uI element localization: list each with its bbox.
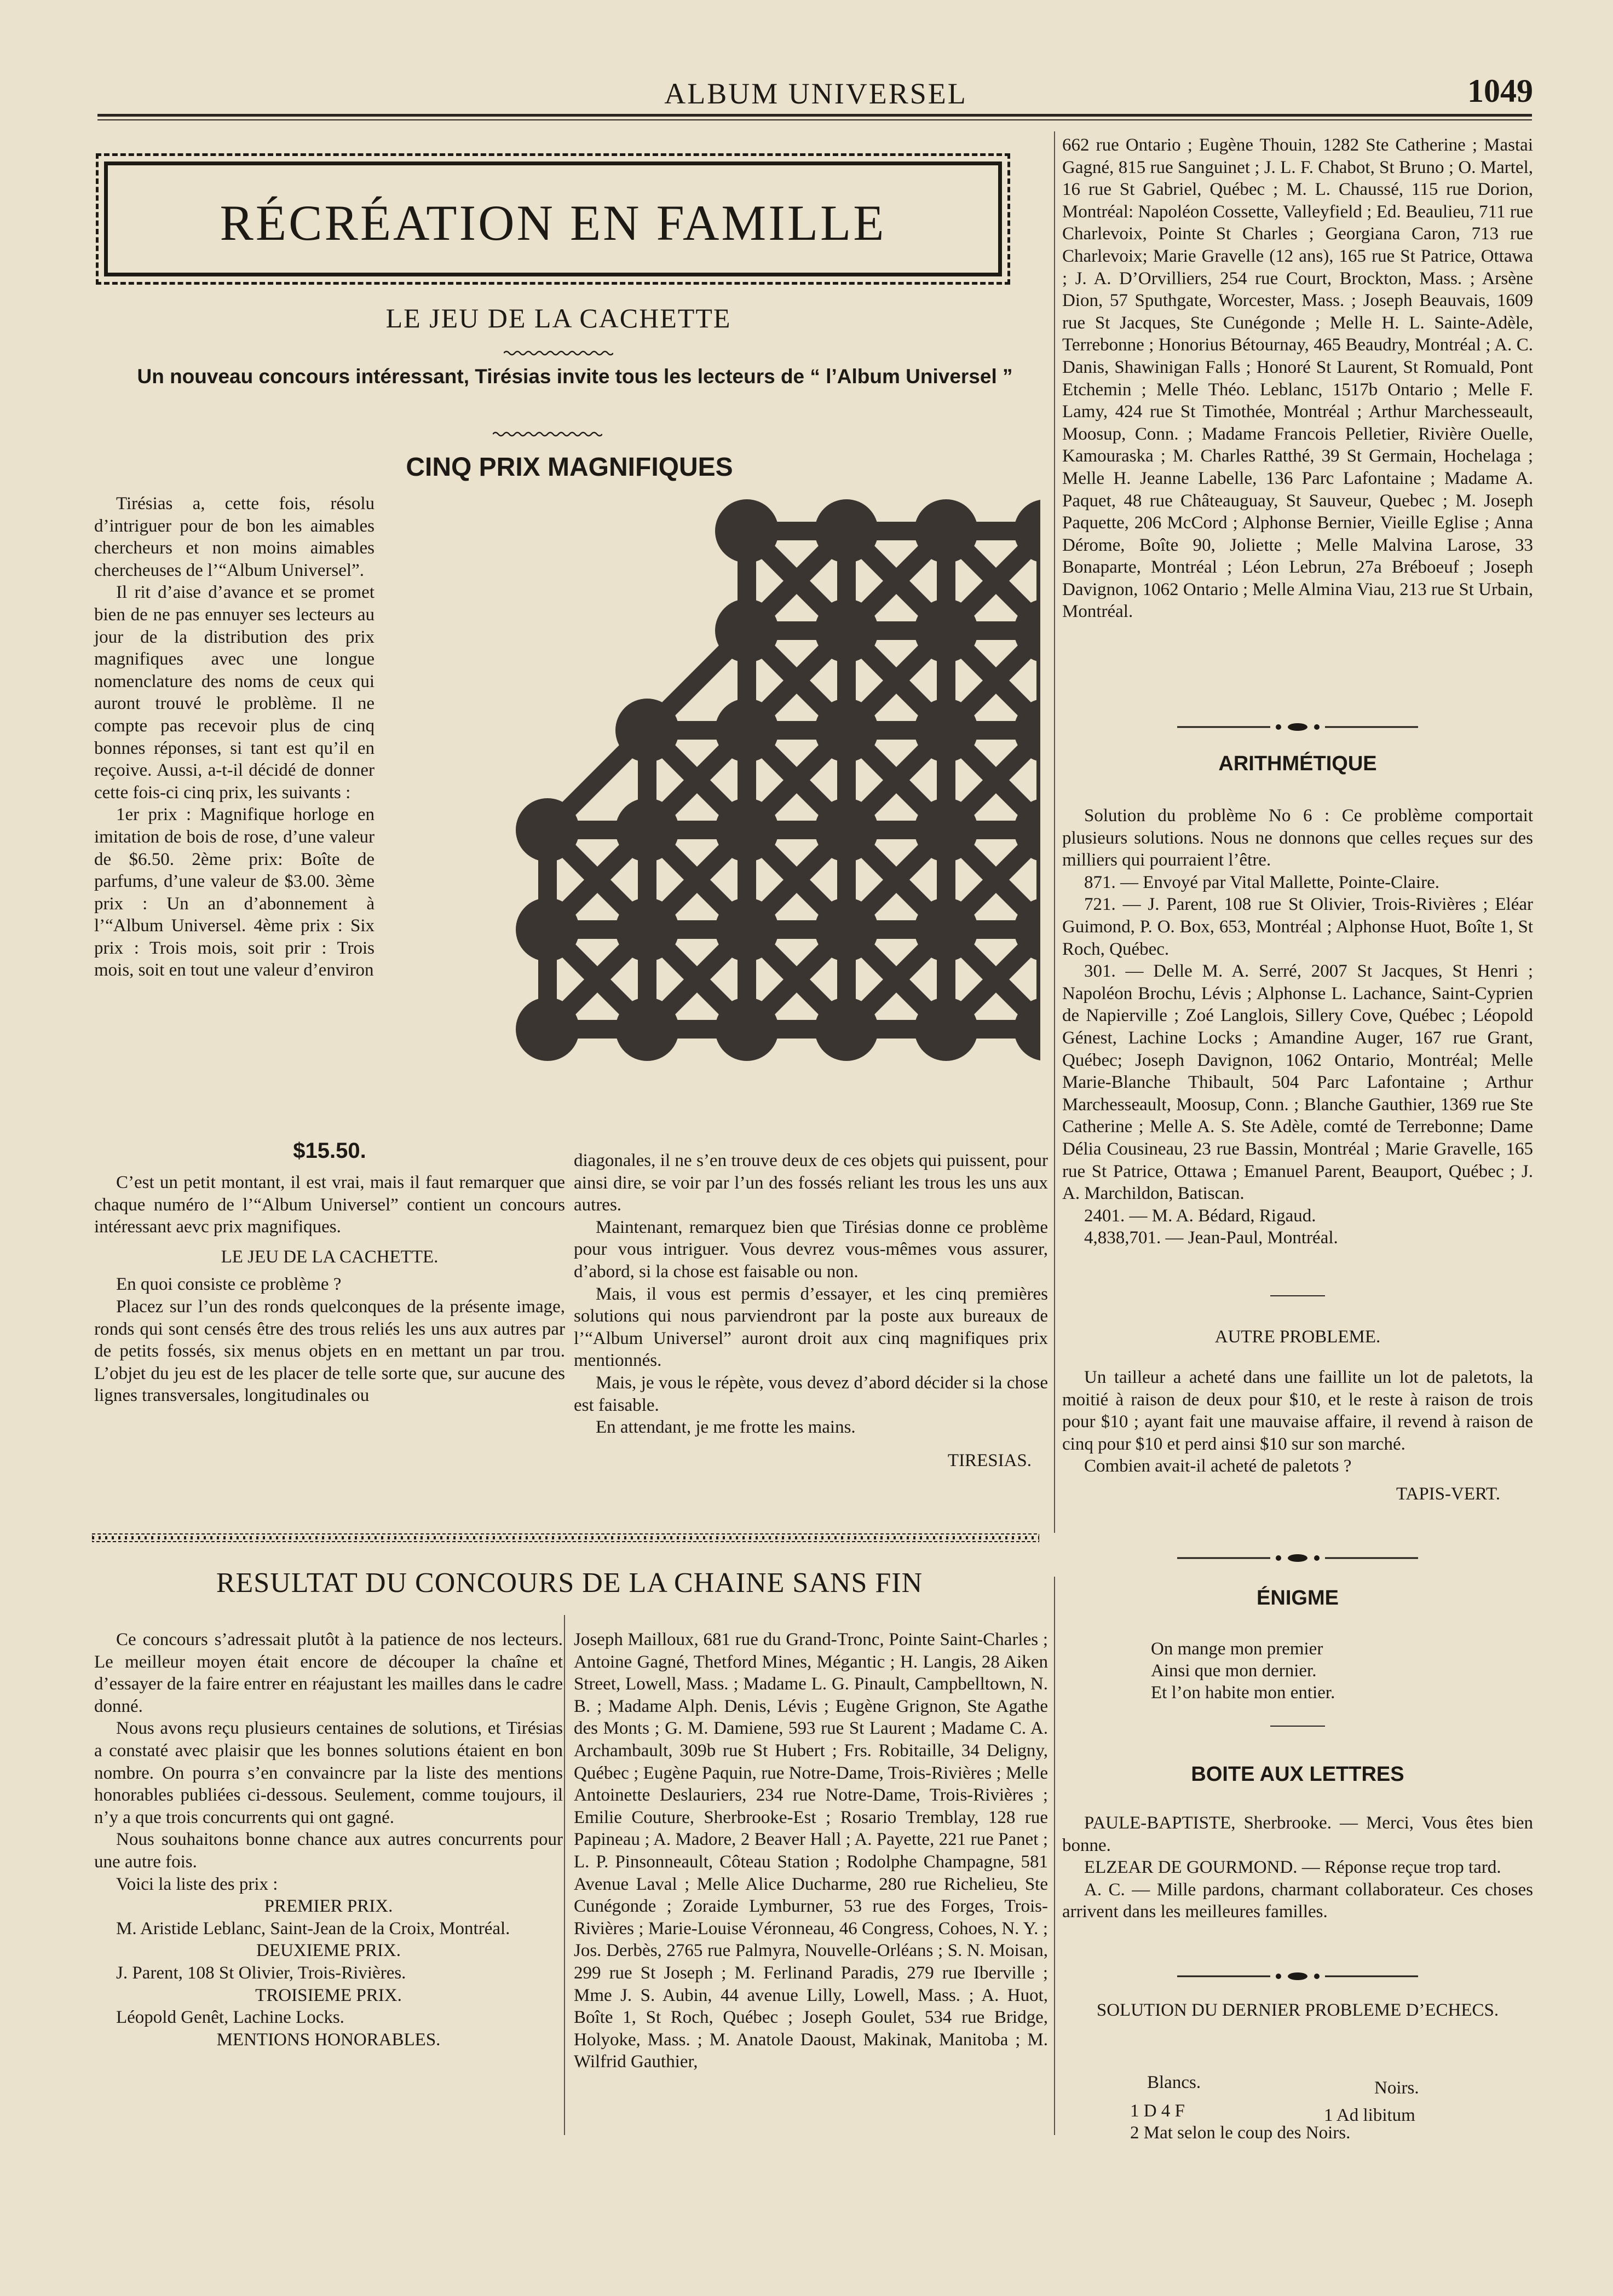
puzzle-hole <box>615 898 679 961</box>
squiggle-divider <box>493 430 602 438</box>
enigme-line: Et l’on habite mon entier. <box>1151 1683 1335 1703</box>
mentions-heading: MENTIONS HONORABLES. <box>216 2029 441 2050</box>
puzzle-hole <box>516 798 579 862</box>
puzzle-hole <box>715 599 779 662</box>
middle-column-lower <box>574 1150 1048 1472</box>
puzzle-hole <box>715 699 779 762</box>
arithmetique-paragraph: 301. — Delle M. A. Serré, 2007 St Jacques, St Henri ; Napoléon Brochu, Lévis ; Alphonse L. Lachance, Saint-Cyprien de Napierville ; Zoé Langlois, Sillery Cove, Québec ; Léopold Génest, Lachine Locks ; Amandine Auger, 167 rue Grant, Québec; Joseph Davignon, 1062 Ontario, Montréal; Melle Marie-Blanche Thibault, 504 Parc Lafontaine ; Arthur Marchesseault, Moosup, Conn. ; Blanche Gauthier, 1369 rue Ste Catherine ; Melle A. S. Ste Adèle, comté de Terrebonne; Dame Délia Cousineau, 23 rue Bassin, Montréal ; Marie Gravelle, 165 rue St Patrice, Ottawa ; Emanuel Parent, Beauport, Québec ; J. A. Marchildon, Batiscan. <box>1062 961 1533 1204</box>
right-column <box>1062 134 1533 623</box>
arithmetique-paragraph: 4,838,701. — Jean-Paul, Montréal. <box>1084 1228 1338 1248</box>
blancs-move: 1 D 4 F <box>1130 2101 1185 2121</box>
right-paragraph: Maintenant, remarquez bien que Tirésias donne ce problème pour vous intriguer. Vous devrez vous-mêmes vous assurer, d’abord, si la chose est faisable ou non. <box>574 1217 1048 1282</box>
arithmetique-paragraph: 871. — Envoyé par Vital Mallette, Pointe-Claire. <box>1084 872 1440 892</box>
autre-probleme-paragraph: Un tailleur a acheté dans une faillite un lot de paletots, la moitié à raison de deux pour $10, et le reste à raison de trois pour $10 ; ayant fait une mauvaise affaire, il revend à raison de cinq pour $10 et perd ainsi $10 sur son marché. <box>1062 1368 1533 1454</box>
prizes-heading: CINQ PRIX MAGNIFIQUES <box>406 453 733 482</box>
ornament-divider <box>1177 1971 1418 1982</box>
squiggle-divider <box>504 349 613 357</box>
problem-heading: LE JEU DE LA CACHETTE. <box>221 1247 439 1267</box>
autre-probleme-heading: AUTRE PROBLEME. <box>1214 1327 1381 1347</box>
column-rule <box>564 1615 565 2135</box>
blancs-move: 2 Mat selon le coup des Noirs. <box>1130 2123 1351 2143</box>
enigme-line: On mange mon premier <box>1151 1639 1323 1659</box>
troisieme-prix-text: Léopold Genêt, Lachine Locks. <box>116 2007 344 2028</box>
section-divider-band <box>92 1533 1039 1543</box>
short-rule <box>1270 1726 1325 1727</box>
right-paragraph: Mais, je vous le répète, vous devez d’abord décider si la chose est faisable. <box>574 1372 1048 1415</box>
puzzle-hole <box>715 997 779 1061</box>
intro-paragraph: 1er prix : Magnifique horloge en imitation de bois de rose, d’une valeur de $6.50. 2ème prix: Boîte de parfums, d’une valeur de $3.00. 3ème prix : Un an d’abonnement à l’“Album Universel. 4ème prix : Six prix : Trois mois, soit prir : Trois mois, soit en tout une valeur d’environ <box>94 805 375 980</box>
resultat-paragraph: Nous souhaitons bonne chance aux autres concurrents pour une autre fois. <box>94 1830 563 1872</box>
puzzle-hole <box>914 997 978 1061</box>
feature-deck: Un nouveau concours intéressant, Tirésias invite tous les lecteurs de “ l’Album Universel ” <box>137 365 1013 388</box>
intro-paragraph: Il rit d’aise d’avance et se promet bien de ne pas ennuyer ses lecteurs au jour de la distribution des prix magnifiques avec une longue nomenclature des noms de ceux qui auront trouvé le problème. Il ne compte pas recevoir plus de cinq bonnes réponses, si tant est qu’il en reçoive. Aussi, a-t-il décidé de donner cette fois-ci cinq prix, les suivants : <box>94 582 375 803</box>
right-paragraph: Mais, il vous est permis d’essayer, et les cinq premières solutions qui nous parviendront par la poste aux bureaux de l’“Album Universel” auront droit aux cinq magnifiques prix mentionnés. <box>574 1284 1048 1371</box>
arithmetique-paragraph: 721. — J. Parent, 108 rue St Olivier, Trois-Rivières ; Eléar Guimond, P. O. Box, 653, Montréal ; Alphonse Huot, Boîte 1, St Roch, Québec. <box>1062 895 1533 959</box>
puzzle-hole <box>815 997 878 1061</box>
puzzle-hole <box>815 699 878 762</box>
premier-prix-heading: PREMIER PRIX. <box>264 1896 393 1917</box>
short-rule <box>1270 1295 1325 1296</box>
right-paragraph: En attendant, je me frotte les mains. <box>596 1417 856 1438</box>
arithmetique-column <box>1062 805 1533 1249</box>
puzzle-hole <box>715 898 779 961</box>
feature-title-box <box>104 161 1002 276</box>
header-rule-thin <box>97 119 1532 120</box>
feature-signature: TIRESIAS. <box>947 1450 1032 1470</box>
puzzle-hole <box>914 798 978 862</box>
mentions-column <box>574 1629 1048 2132</box>
puzzle-hole <box>615 997 679 1061</box>
running-title: ALBUM UNIVERSEL <box>664 77 967 110</box>
puzzle-hole <box>615 798 679 862</box>
puzzle-hole <box>914 699 978 762</box>
left-column-lower <box>94 1172 565 1407</box>
left-paragraph: C’est un petit montant, il est vrai, mais il faut remarquer que chaque numéro de l’“Album Universel” contient un concours intéressant aevc prix magnifiques. <box>94 1173 565 1237</box>
ornament-divider <box>1177 1553 1418 1564</box>
problem-paragraph: Placez sur l’un des ronds quelconques de la présente image, ronds qui sont censés être des trous reliés les uns aux autres par de petits fossés, six menus objets en en mettant un par trou. L’objet du jeu est de les placer de telle sorte que, sur aucune des lignes transversales, longitudinales ou <box>94 1296 565 1406</box>
puzzle-hole <box>815 599 878 662</box>
arithmetique-heading: ARITHMÉTIQUE <box>1218 752 1377 775</box>
deuxieme-prix-heading: DEUXIEME PRIX. <box>256 1941 401 1961</box>
puzzle-hole <box>914 898 978 961</box>
right-paragraph: diagonales, il ne s’en trouve deux de ces objets qui puissent, pour ainsi dire, se voir par l’un des fossés reliant les trous les uns aux autres. <box>574 1151 1048 1215</box>
troisieme-prix-heading: TROISIEME PRIX. <box>255 1985 402 2005</box>
boite-column <box>1062 1812 1533 1923</box>
resultat-heading: RESULTAT DU CONCOURS DE LA CHAINE SANS FIN <box>216 1567 923 1599</box>
enigme-poem <box>1151 1638 1534 1704</box>
column-rule <box>1054 131 1055 1533</box>
header-rule <box>97 114 1532 117</box>
enigme-heading: ÉNIGME <box>1257 1587 1339 1609</box>
puzzle-hole <box>715 499 779 563</box>
premier-prix-text: M. Aristide Leblanc, Saint-Jean de la Croix, Montréal. <box>116 1918 510 1939</box>
boite-paragraph: A. C. — Mille pardons, charmant collaborateur. Ces choses arrivent dans les meilleures familles. <box>1062 1879 1533 1922</box>
deuxieme-prix-text: J. Parent, 108 St Olivier, Trois-Rivières. <box>116 1963 406 1983</box>
names-list: 662 rue Ontario ; Eugène Thouin, 1282 Ste Catherine ; Mastai Gagné, 815 rue Sanguinet ; J. L. F. Chabot, St Bruno ; O. Martel, 16 rue St Gabriel, Québec ; M. L. Chaussé, 115 rue Dorion, Montréal: Napoléon Cossette, Valleyfield ; Ed. Beaulieu, 711 rue Charlevoix, Pointe St Charles ; Georgiana Caron, 713 rue Charlevoix; Marie Gravelle (12 ans), 165 rue St Patrice, Ottawa ; J. A. D’Orvilliers, 254 rue Court, Brockton, Mass. ; Arsène Dion, 57 Sputhgate, Worcester, Mass. ; Joseph Beauvais, 1609 rue St Jacques, Ste Cunégonde ; Melle H. L. Sainte-Adèle, Terrebonne ; Honorius Bétournay, 465 Beaudry, Montréal ; A. C. Danis, Shawinigan Falls ; Honoré St Laurent, St Romuald, Pont Etchemin ; Melle Théo. Leblanc, 1517b Ontario ; Melle F. Lamy, 424 rue St Timothée, Montréal ; Arthur Marchesseault, Moosup, Conn. ; Madame Francois Pelletier, Rivière Ouelle, Kamouraska ; M. Charles Ratthé, 39 St Germain, Hochelaga ; Melle H. Jeanne Labelle, 136 Parc Lafontaine ; Madame A. Paquet, 48 rue Châteauguay, St Sauveur, Quebec ; M. Joseph Paquette, 206 McCord ; Alphonse Bernier, Vieille Eglise ; Anna Dérome, Boîte 90, Joliette ; Melle Malvina Larose, 33 Bonaparte, Montréal ; Léon Lebrun, 27a Bréboeuf ; Joseph Davignon, 1062 Ontario ; Melle Almina Viau, 213 rue St Urbain, Montréal. <box>1062 135 1533 622</box>
enigme-line: Ainsi que mon dernier. <box>1151 1661 1317 1681</box>
puzzle-hole <box>914 599 978 662</box>
noirs-moves <box>1324 2105 1415 2126</box>
mentions-text: Joseph Mailloux, 681 rue du Grand-Tronc, Pointe Saint-Charles ; Antoine Gagné, Thetford Mines, Mégantic ; H. Langis, 28 Aiken Street, Lowell, Mass. ; Madame L. G. Pinault, Campbelltown, N. B. ; Madame Alph. Denis, Lévis ; Eugène Grignon, Ste Agathe des Monts ; G. M. Damiene, 593 rue St Laurent ; Madame C. A. Archambault, 309b rue St Hubert ; Frs. Robitaille, 34 Deligny, Québec ; Eugène Paquin, rue Notre-Dame, Trois-Rivières ; Melle Antoinette Deslauriers, 234 rue Notre-Dame, Trois-Rivières ; Emilie Couture, Sherbrooke-Est ; Rosario Tremblay, 128 rue Papineau ; A. Madore, 2 Beaver Hall ; A. Payette, 221 rue Panet ; L. P. Pinsonneault, Côteau Station ; Rodolphe Champagne, 581 Avenue Laval ; Melle Alice Ducharme, 280 rue Richelieu, Ste Cunégonde ; Zoraide Lymburner, 53 rue des Forges, Trois-Rivières ; Marie-Louise Véronneau, 46 Congress, Cohoes, N. Y. ; Jos. Derbès, 2765 rue Palmyra, Nouvelle-Orléans ; S. N. Moisan, 299 rue St Joseph ; M. Ferlinand Paradis, 279 rue Iberville ; Mme J. S. Aubin, 44 avenue Lilly, Lowell, Mass. ; A. Huot, Boîte 1, St Roch, Québec ; Joseph Goulet, 534 rue Bridge, Holyoke, Mass. ; M. Anatole Daoust, Makinak, Manitoba ; M. Wilfrid Gauthier, <box>574 1630 1048 2072</box>
page-number: 1049 <box>1467 73 1533 109</box>
puzzle-hole <box>516 898 579 961</box>
blancs-label: Blancs. <box>1147 2073 1201 2092</box>
puzzle-hole <box>815 898 878 961</box>
feature-subtitle: LE JEU DE LA CACHETTE <box>385 303 731 333</box>
arithmetique-paragraph: Solution du problème No 6 : Ce problème comportait plusieurs solutions. Nous ne donnons que celles reçues sur des milliers qui pourraient l’être. <box>1062 806 1533 870</box>
resultat-paragraph: Voici la liste des prix : <box>116 1874 278 1894</box>
puzzle-hole <box>615 699 679 762</box>
echecs-heading: SOLUTION DU DERNIER PROBLEME D’ECHECS. <box>1096 2000 1499 2020</box>
autre-probleme-paragraph: Combien avait-il acheté de paletots ? <box>1084 1456 1352 1476</box>
feature-title: RÉCRÉATION EN FAMILLE <box>220 195 886 251</box>
problem-paragraph: En quoi consiste ce problème ? <box>116 1274 342 1295</box>
blancs-moves <box>1130 2100 1350 2144</box>
cachette-puzzle-image <box>383 493 1040 1161</box>
autre-probleme-signature: TAPIS-VERT. <box>1396 1484 1500 1504</box>
autre-probleme-column <box>1062 1366 1533 1505</box>
ornament-divider <box>1177 722 1418 732</box>
resultat-paragraph: Nous avons reçu plusieurs centaines de solutions, et Tirésias a constaté avec plaisir que les bonnes solutions étaient en bon nombre. On pourra s’en convaincre par la liste des mentions honorables publiées ci-dessous. Seulement, comme toujours, il n’y a que trois concurrents qui ont gagné. <box>94 1718 563 1827</box>
boite-paragraph: PAULE-BAPTISTE, Sherbrooke. — Merci, Vous êtes bien bonne. <box>1062 1813 1533 1855</box>
puzzle-hole <box>815 499 878 563</box>
puzzle-hole <box>715 798 779 862</box>
resultat-paragraph: Ce concours s’adressait plutôt à la patience de nos lecteurs. Le meilleur moyen était encore de découper la chaîne et d’essayer de la faire entrer en réajustant les mailles dans le cadre donné. <box>94 1630 563 1716</box>
column-rule <box>1054 1577 1055 2135</box>
boite-paragraph: ELZEAR DE GOURMOND. — Réponse reçue trop tard. <box>1084 1857 1501 1878</box>
arithmetique-paragraph: 2401. — M. A. Bédard, Rigaud. <box>1084 1205 1316 1226</box>
puzzle-hole <box>516 997 579 1061</box>
noirs-move: 1 Ad libitum <box>1324 2105 1415 2125</box>
resultat-left-column <box>94 1629 563 2051</box>
intro-column <box>94 493 375 982</box>
total-value: $15.50. <box>293 1139 366 1163</box>
puzzle-hole <box>914 499 978 563</box>
noirs-label: Noirs. <box>1374 2078 1419 2098</box>
boite-heading: BOITE AUX LETTRES <box>1191 1763 1404 1786</box>
puzzle-hole <box>815 798 878 862</box>
intro-paragraph: Tirésias a, cette fois, résolu d’intriguer pour de bon les aimables chercheurs et non moins aimables chercheuses de l’“Album Universel”. <box>94 494 375 580</box>
